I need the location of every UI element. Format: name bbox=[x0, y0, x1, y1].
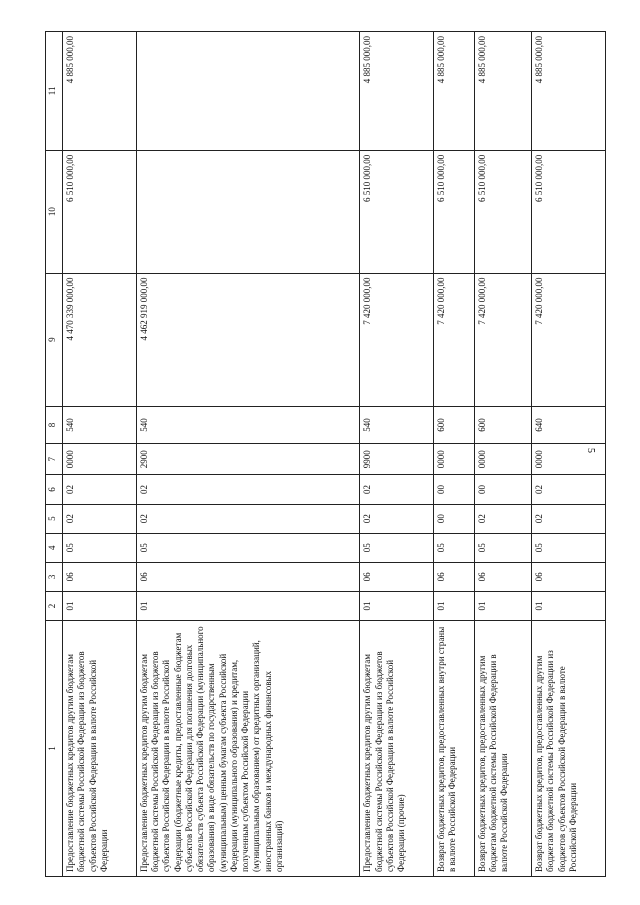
code-cell-8: 540 bbox=[136, 406, 359, 443]
amount-cell-11: 4 885 000,00 bbox=[532, 32, 606, 151]
budget-sources-table bbox=[45, 31, 606, 877]
row-name-cell: Предоставление бюджетных кредитов другим бюджетам бюджетной системы Российской Федерации из бюджетов субъектов Российской Федерации в валюте Российской Федерации bbox=[63, 621, 137, 877]
code-cell-7: 9900 bbox=[360, 444, 434, 475]
header-cell-6: 6 bbox=[46, 475, 63, 504]
amount-cell-11 bbox=[136, 32, 359, 151]
row-name-cell: Предоставление бюджетных кредитов другим бюджетам бюджетной системы Российской Федерации из бюджетов субъектов Российской Федерации в валюте Российской Федерации (бюджетные кредиты, предоставленные бюджетам субъектов Российской Федерации для погашения долговых обязательств субъекта Российской Федерации (муниципального образования) в виде обязательств по государственным (муниципальным) ценным бумагам субъекта Российской Федерации (муниципального образования) и кредитам, полученным субъектом Российской Федерации (муниципальным образованием) от кредитных организаций, иностранных банков и международных финансовых организаций) bbox=[136, 621, 359, 877]
code-cell-5: 02 bbox=[532, 504, 606, 533]
code-cell-3: 06 bbox=[434, 562, 475, 591]
header-cell-7: 7 bbox=[46, 444, 63, 475]
amount-cell-11: 4 885 000,00 bbox=[360, 32, 434, 151]
amount-cell-10: 6 510 000,00 bbox=[63, 150, 137, 273]
amount-cell-10: 6 510 000,00 bbox=[360, 150, 434, 273]
code-cell-4: 05 bbox=[532, 533, 606, 562]
code-cell-3: 06 bbox=[474, 562, 531, 591]
table-row bbox=[474, 32, 531, 877]
code-cell-7: 0000 bbox=[434, 444, 475, 475]
code-cell-2: 01 bbox=[360, 591, 434, 620]
code-cell-5: 02 bbox=[136, 504, 359, 533]
page-number: 5 bbox=[585, 448, 596, 453]
header-cell-10: 10 bbox=[46, 150, 63, 273]
rotated-page-content bbox=[45, 31, 606, 877]
amount-cell-9: 7 420 000,00 bbox=[434, 273, 475, 406]
amount-cell-10: 6 510 000,00 bbox=[474, 150, 531, 273]
code-cell-5: 02 bbox=[63, 504, 137, 533]
code-cell-2: 01 bbox=[63, 591, 137, 620]
row-name-cell: Возврат бюджетных кредитов, предоставленных другим бюджетам бюджетной системы Российской Федерации в валюте Российской Федерации bbox=[474, 621, 531, 877]
code-cell-4: 05 bbox=[63, 533, 137, 562]
code-cell-2: 01 bbox=[532, 591, 606, 620]
code-cell-5: 00 bbox=[434, 504, 475, 533]
code-cell-8: 540 bbox=[360, 406, 434, 443]
code-cell-6: 02 bbox=[532, 475, 606, 504]
code-cell-5: 02 bbox=[474, 504, 531, 533]
header-cell-5: 5 bbox=[46, 504, 63, 533]
row-name-cell: Возврат бюджетных кредитов, предоставленных внутри страны в валюте Российской Федерации bbox=[434, 621, 475, 877]
header-cell-8: 8 bbox=[46, 406, 63, 443]
header-cell-3: 3 bbox=[46, 562, 63, 591]
code-cell-5: 02 bbox=[360, 504, 434, 533]
code-cell-6: 00 bbox=[474, 475, 531, 504]
table-row bbox=[136, 32, 359, 877]
code-cell-6: 02 bbox=[136, 475, 359, 504]
amount-cell-11: 4 885 000,00 bbox=[434, 32, 475, 151]
code-cell-4: 05 bbox=[136, 533, 359, 562]
amount-cell-10 bbox=[136, 150, 359, 273]
code-cell-4: 05 bbox=[360, 533, 434, 562]
amount-cell-11: 4 885 000,00 bbox=[474, 32, 531, 151]
code-cell-6: 02 bbox=[63, 475, 137, 504]
code-cell-7: 0000 bbox=[63, 444, 137, 475]
code-cell-3: 06 bbox=[63, 562, 137, 591]
amount-cell-9: 7 420 000,00 bbox=[360, 273, 434, 406]
table-row bbox=[360, 32, 434, 877]
code-cell-8: 540 bbox=[63, 406, 137, 443]
table-row bbox=[63, 32, 137, 877]
header-cell-1: 1 bbox=[46, 621, 63, 877]
amount-cell-9: 7 420 000,00 bbox=[532, 273, 606, 406]
table-row bbox=[532, 32, 606, 877]
code-cell-3: 06 bbox=[136, 562, 359, 591]
code-cell-2: 01 bbox=[434, 591, 475, 620]
code-cell-6: 00 bbox=[434, 475, 475, 504]
amount-cell-9: 7 420 000,00 bbox=[474, 273, 531, 406]
code-cell-8: 640 bbox=[532, 406, 606, 443]
row-name-cell: Предоставление бюджетных кредитов другим бюджетам бюджетной системы Российской Федерации из бюджетов субъектов Российской Федерации в валюте Российской Федерации (прочие) bbox=[360, 621, 434, 877]
code-cell-2: 01 bbox=[474, 591, 531, 620]
code-cell-7: 0000 bbox=[474, 444, 531, 475]
code-cell-2: 01 bbox=[136, 591, 359, 620]
amount-cell-9: 4 470 339 000,00 bbox=[63, 273, 137, 406]
amount-cell-10: 6 510 000,00 bbox=[434, 150, 475, 273]
header-cell-11: 11 bbox=[46, 32, 63, 151]
code-cell-4: 05 bbox=[434, 533, 475, 562]
header-cell-9: 9 bbox=[46, 273, 63, 406]
row-name-cell: Возврат бюджетных кредитов, предоставленных другим бюджетам бюджетной системы Российской Федерации из бюджетов субъектов Российской Федерации в валюте Российской Федерации bbox=[532, 621, 606, 877]
code-cell-6: 02 bbox=[360, 475, 434, 504]
code-cell-3: 06 bbox=[360, 562, 434, 591]
code-cell-3: 06 bbox=[532, 562, 606, 591]
header-row bbox=[46, 32, 63, 877]
header-cell-2: 2 bbox=[46, 591, 63, 620]
code-cell-4: 05 bbox=[474, 533, 531, 562]
amount-cell-11: 4 885 000,00 bbox=[63, 32, 137, 151]
code-cell-7: 0000 bbox=[532, 444, 606, 475]
code-cell-8: 600 bbox=[474, 406, 531, 443]
code-cell-8: 600 bbox=[434, 406, 475, 443]
code-cell-7: 2900 bbox=[136, 444, 359, 475]
header-cell-4: 4 bbox=[46, 533, 63, 562]
amount-cell-9: 4 462 919 000,00 bbox=[136, 273, 359, 406]
amount-cell-10: 6 510 000,00 bbox=[532, 150, 606, 273]
table-row bbox=[434, 32, 475, 877]
